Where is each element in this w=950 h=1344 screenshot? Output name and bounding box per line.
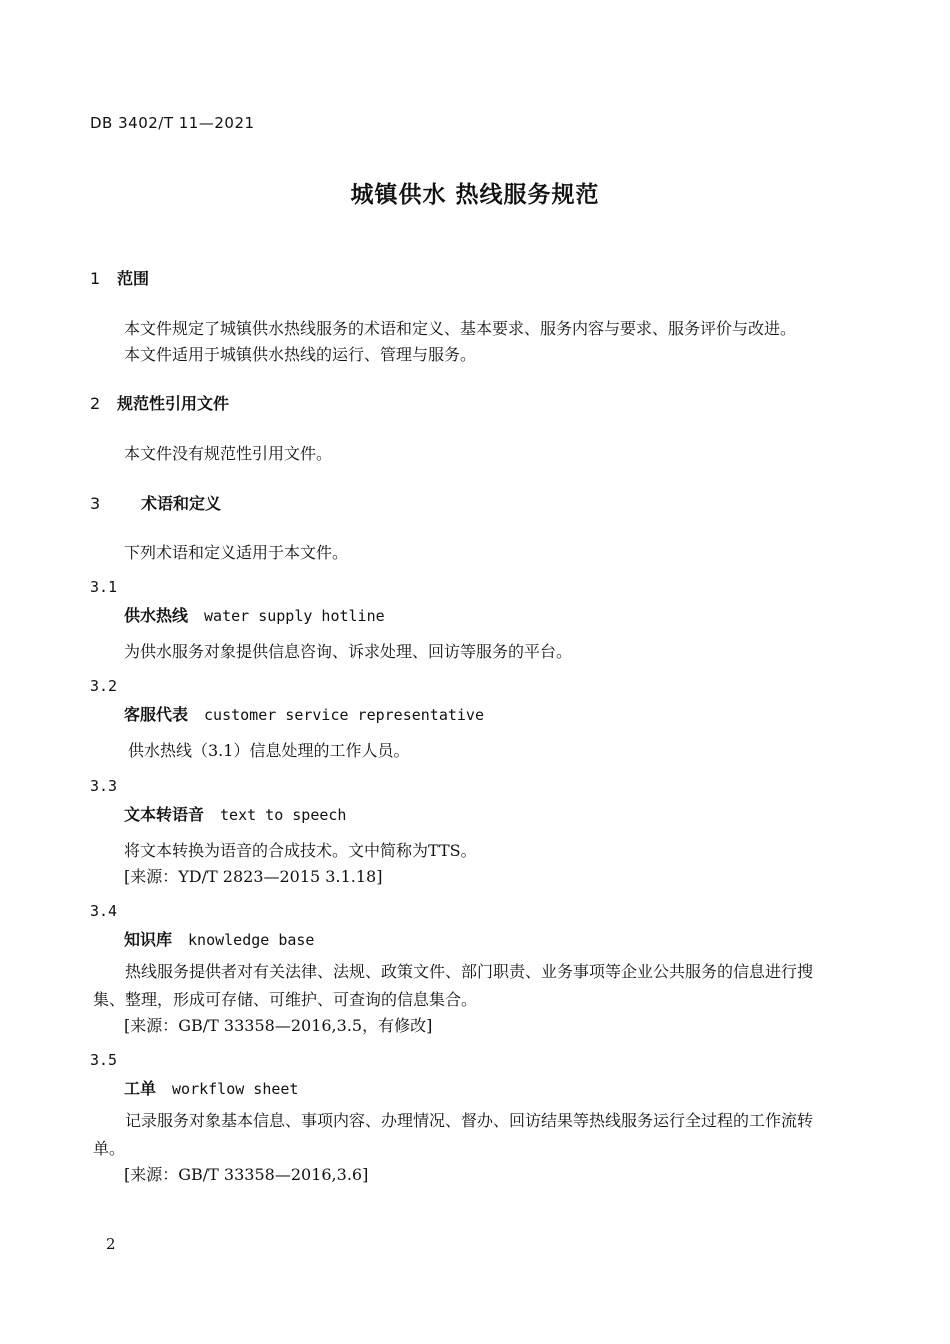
section-number: 1 (90, 269, 101, 288)
term-number: 3.5 (90, 1051, 118, 1069)
term-number: 3.4 (90, 902, 118, 920)
section-1-paragraph-1: 本文件规定了城镇供水热线服务的术语和定义、基本要求、服务内容与要求、服务评价与改进。 (124, 319, 797, 338)
term-heading (124, 802, 346, 825)
term-name-zh: 文本转语音 (124, 805, 205, 824)
section-title: 规范性引用文件 (117, 394, 230, 413)
section-number: 2 (90, 394, 101, 413)
term-heading (124, 1076, 298, 1099)
term-name-en: text to speech (220, 806, 347, 824)
term-number: 3.1 (90, 578, 118, 596)
term-name-zh: 知识库 (124, 930, 173, 949)
term-name-zh: 客服代表 (124, 705, 189, 724)
section-1-paragraph-2: 本文件适用于城镇供水热线的运行、管理与服务。 (124, 345, 477, 364)
section-title: 术语和定义 (141, 494, 222, 513)
term-name-zh: 供水热线 (124, 606, 189, 625)
term-definition: 供水热线（3.1）信息处理的工作人员。 (128, 741, 410, 760)
term-definition: 将文本转换为语音的合成技术。文中简称为TTS。 (124, 841, 477, 860)
section-title: 范围 (117, 269, 150, 288)
term-name-en: water supply hotline (204, 607, 385, 625)
document-code: DB 3402/T 11—2021 (90, 114, 255, 132)
page-title: 城镇供水 热线服务规范 (350, 182, 600, 208)
term-heading (124, 702, 484, 725)
term-name-en: customer service representative (204, 706, 484, 724)
term-definition: 热线服务提供者对有关法律、法规、政策文件、部门职责、业务事项等企业公共服务的信息进行搜集、整理，形成可存储、可维护、可查询的信息集合。 (93, 962, 814, 1009)
term-number: 3.3 (90, 777, 118, 795)
term-number: 3.2 (90, 677, 118, 695)
term-source: [来源：GB/T 33358—2016,3.5，有修改] (124, 1016, 433, 1035)
term-definition: 为供水服务对象提供信息咨询、诉求处理、回访等服务的平台。 (124, 642, 573, 661)
term-definition: 记录服务对象基本信息、事项内容、办理情况、督办、回访结果等热线服务运行全过程的工作流转单。 (93, 1111, 814, 1158)
term-name-en: knowledge base (188, 931, 315, 949)
term-heading (124, 927, 314, 950)
term-name-en: workflow sheet (172, 1080, 299, 1098)
term-source: [来源：YD/T 2823—2015 3.1.18] (124, 867, 383, 886)
term-name-zh: 工单 (124, 1079, 157, 1098)
section-2-heading (90, 391, 229, 414)
section-2-paragraph: 本文件没有规范性引用文件。 (124, 444, 333, 463)
term-source: [来源：GB/T 33358—2016,3.6] (124, 1165, 369, 1184)
term-heading (124, 603, 385, 626)
section-3-intro: 下列术语和定义适用于本文件。 (124, 543, 349, 562)
section-number: 3 (90, 494, 101, 513)
section-3-heading (90, 491, 221, 514)
page-number: 2 (106, 1235, 116, 1253)
section-1-heading (90, 266, 149, 289)
